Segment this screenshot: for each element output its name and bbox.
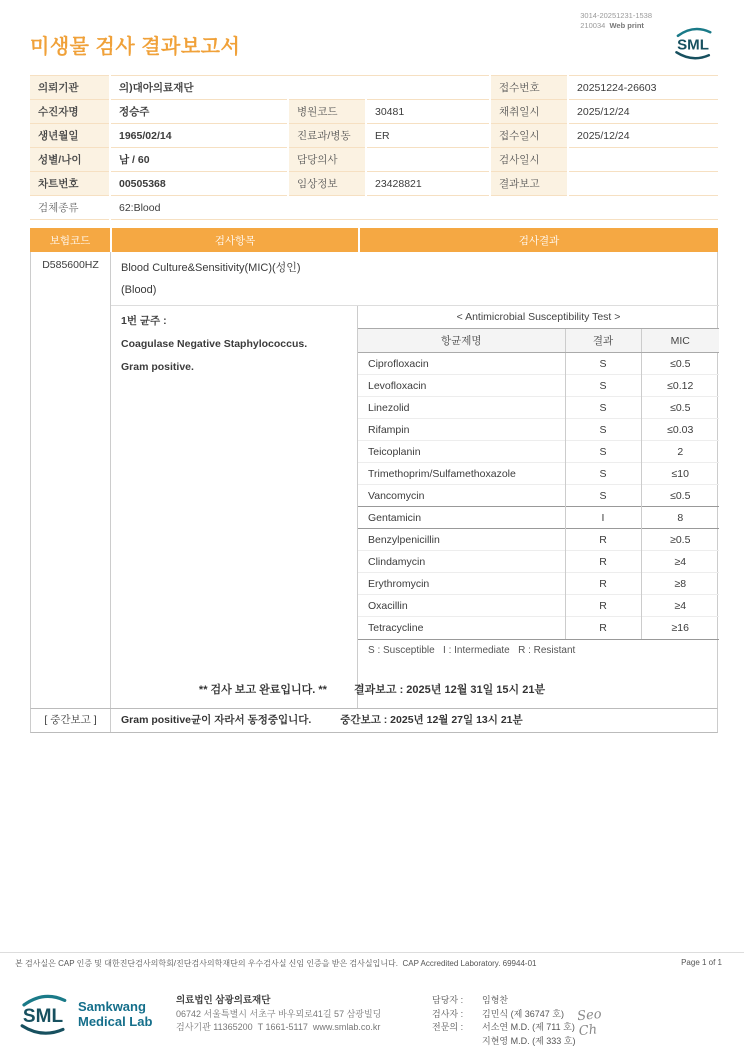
print-code: 3014-20251231-1538 xyxy=(580,11,652,20)
drug-result: R xyxy=(565,617,641,639)
drug-result: S xyxy=(565,397,641,419)
value-doctor xyxy=(366,148,490,172)
result-split xyxy=(111,306,719,708)
result-table xyxy=(30,228,718,733)
drug-result: R xyxy=(565,529,641,551)
ast-row xyxy=(358,617,719,639)
strain-label: 1번 균주 : xyxy=(121,315,167,327)
drug-mic: ≤0.03 xyxy=(641,419,719,441)
drug-name: Trimethoprim/Sulfamethoxazole xyxy=(358,463,565,485)
ast-col-mic: MIC xyxy=(641,329,719,353)
value-result-report xyxy=(568,172,718,196)
value-requesting-org: 의)대아의료재단 xyxy=(110,76,490,100)
ast-header-row xyxy=(358,329,719,353)
ast-row xyxy=(358,573,719,595)
specimen-line: (Blood) xyxy=(121,284,157,296)
staff-name: 지현영 M.D. (제 333 호) xyxy=(482,1035,576,1046)
ast-legend: S : Susceptible I : Intermediate R : Resistant xyxy=(358,639,719,661)
ast-row xyxy=(358,353,719,375)
interim-report-row xyxy=(30,708,718,733)
ast-row xyxy=(358,507,719,529)
ast-row xyxy=(358,595,719,617)
table-row xyxy=(30,172,718,196)
drug-mic: ≥8 xyxy=(641,573,719,595)
staff-row xyxy=(432,1035,575,1049)
print-meta xyxy=(580,21,652,31)
label-hospital-code: 병원코드 xyxy=(288,100,366,124)
drug-name: Erythromycin xyxy=(358,573,565,595)
drug-name: Clindamycin xyxy=(358,551,565,573)
value-chart-no: 00505368 xyxy=(110,172,288,196)
interim-report-label: [ 중간보고 ] xyxy=(31,709,111,732)
value-specimen-type: 62:Blood xyxy=(110,196,718,220)
test-name-line: Blood Culture&Sensitivity(MIC)(성인) xyxy=(121,262,301,274)
insurance-code: D585600HZ xyxy=(31,252,111,708)
logo-name-line1: Samkwang xyxy=(78,999,146,1014)
org-address: 06742 서울특별시 서초구 바우뫼로41길 57 삼광빌딩 xyxy=(176,1008,382,1019)
footer-logo-name xyxy=(78,999,152,1029)
table-row xyxy=(30,100,718,124)
drug-result: S xyxy=(565,353,641,375)
doctor-signature xyxy=(576,1007,603,1039)
drug-mic: ≤10 xyxy=(641,463,719,485)
drug-mic: ≥16 xyxy=(641,617,719,639)
print-info xyxy=(580,11,652,30)
organism-name: Coagulase Negative Staphylococcus. xyxy=(121,338,308,350)
drug-result: S xyxy=(565,485,641,507)
drug-name: Linezolid xyxy=(358,397,565,419)
drug-name: Vancomycin xyxy=(358,485,565,507)
drug-name: Tetracycline xyxy=(358,617,565,639)
sml-logo-icon xyxy=(670,26,716,65)
footer-divider xyxy=(0,952,744,953)
col-header-insurance-code: 보험코드 xyxy=(49,234,91,247)
value-clinical-info: 23428821 xyxy=(366,172,490,196)
drug-mic: ≥4 xyxy=(641,551,719,573)
drug-result: R xyxy=(565,551,641,573)
sml-logo-icon xyxy=(14,992,72,1036)
table-row xyxy=(30,76,718,100)
ast-row xyxy=(358,485,719,507)
interim-report-date: 중간보고 : 2025년 12월 27일 13시 21분 xyxy=(340,714,523,726)
drug-name: Levofloxacin xyxy=(358,375,565,397)
staff-role xyxy=(432,1035,474,1049)
ast-row xyxy=(358,397,719,419)
drug-name: Benzylpenicillin xyxy=(358,529,565,551)
print-type: Web print xyxy=(609,20,644,30)
drug-result: R xyxy=(565,573,641,595)
staff-row xyxy=(432,1008,575,1022)
logo-name-line2: Medical Lab xyxy=(78,1014,153,1029)
ast-col-drug: 항균제명 xyxy=(358,329,565,353)
drug-result: R xyxy=(565,595,641,617)
logo-text: SML xyxy=(677,36,709,54)
accreditation-disclaimer: 본 검사실은 CAP 인증 및 대한진단검사의학회/진단검사의학재단의 우수검사실 신임 인증을 받은 검사실입니다. CAP Accredited Laboratory. 69944-01 xyxy=(15,959,537,968)
result-table-body xyxy=(30,252,718,708)
label-clinical-info: 임상정보 xyxy=(288,172,366,196)
table-row xyxy=(30,196,718,220)
value-hospital-code: 30481 xyxy=(366,100,490,124)
drug-name: Oxacillin xyxy=(358,595,565,617)
drug-result: S xyxy=(565,441,641,463)
ast-row xyxy=(358,441,719,463)
completion-text: ** 검사 보고 완료입니다. ** xyxy=(198,684,327,696)
staff-name: 임형찬 xyxy=(482,995,509,1005)
staff-role: 전문의 : xyxy=(432,1022,464,1032)
staff-role: 검사자 : xyxy=(432,1008,464,1019)
table-row xyxy=(30,124,718,148)
final-report-date: 결과보고 : 2025년 12월 31일 15시 21분 xyxy=(354,684,546,696)
value-sex-age: 남 / 60 xyxy=(110,148,288,172)
label-doctor: 담당의사 xyxy=(288,148,366,172)
drug-mic: ≤0.5 xyxy=(641,485,719,507)
label-requesting-org: 의뢰기관 xyxy=(30,76,110,100)
staff-name: 김민식 (제 36747 호) xyxy=(482,1008,564,1019)
signature-seo: Seo xyxy=(576,1006,603,1025)
col-header-test-item: 검사항목 xyxy=(110,228,358,252)
drug-mic: 8 xyxy=(641,507,719,529)
drug-name: Gentamicin xyxy=(358,507,565,529)
drug-name: Teicoplanin xyxy=(358,441,565,463)
value-receipt-no: 20251224-26603 xyxy=(568,76,718,100)
staff-row xyxy=(432,994,575,1008)
ast-table xyxy=(358,328,719,639)
result-content xyxy=(111,252,719,708)
print-number: 210034 xyxy=(580,20,606,30)
value-test-date xyxy=(568,148,718,172)
result-table-header xyxy=(30,228,718,252)
drug-name: Rifampin xyxy=(358,419,565,441)
label-test-date: 검사일시 xyxy=(490,148,568,172)
label-birth-date: 생년월일 xyxy=(30,124,110,148)
patient-info-table xyxy=(30,75,718,220)
organism-info xyxy=(111,306,358,708)
footer-org-info xyxy=(176,994,381,1035)
ast-title: < Antimicrobial Susceptibility Test > xyxy=(456,311,621,323)
value-department: ER xyxy=(366,124,490,148)
table-row xyxy=(30,148,718,172)
signature-ch: Ch xyxy=(578,1022,598,1040)
org-name: 의료법인 삼광의료재단 xyxy=(176,995,271,1006)
completion-line xyxy=(0,681,744,697)
ast-row xyxy=(358,419,719,441)
label-specimen-type: 검체종류 xyxy=(30,196,110,220)
value-birth-date: 1965/02/14 xyxy=(110,124,288,148)
label-receipt-date: 접수일시 xyxy=(490,124,568,148)
ast-row xyxy=(358,529,719,551)
ast-row xyxy=(358,551,719,573)
col-header-test-result: 검사결과 xyxy=(358,228,718,252)
interim-report-body xyxy=(111,709,719,732)
drug-result: S xyxy=(565,375,641,397)
drug-mic: ≤0.5 xyxy=(641,397,719,419)
footer-logo xyxy=(14,992,152,1036)
drug-mic: ≤0.12 xyxy=(641,375,719,397)
label-patient-name: 수진자명 xyxy=(30,100,110,124)
test-name xyxy=(111,252,719,306)
staff-role: 담당자 : xyxy=(432,995,464,1005)
label-sex-age: 성별/나이 xyxy=(30,148,110,172)
footer-staff-info xyxy=(432,994,575,1048)
staff-name: 서소연 M.D. (제 711 호) xyxy=(482,1022,575,1032)
ast-col-result: 결과 xyxy=(565,329,641,353)
staff-row xyxy=(432,1021,575,1035)
drug-mic: ≥4 xyxy=(641,595,719,617)
gram-stain: Gram positive. xyxy=(121,361,194,373)
value-patient-name: 정승주 xyxy=(110,100,288,124)
page-title: 미생물 검사 결과보고서 xyxy=(30,36,241,58)
drug-result: S xyxy=(565,419,641,441)
drug-result: I xyxy=(565,507,641,529)
drug-mic: ≥0.5 xyxy=(641,529,719,551)
value-collect-date: 2025/12/24 xyxy=(568,100,718,124)
label-chart-no: 차트번호 xyxy=(30,172,110,196)
label-department: 진료과/병동 xyxy=(288,124,366,148)
page-number: Page 1 of 1 xyxy=(681,958,722,967)
drug-name: Ciprofloxacin xyxy=(358,353,565,375)
label-collect-date: 채취일시 xyxy=(490,100,568,124)
label-receipt-no: 접수번호 xyxy=(490,76,568,100)
drug-mic: ≤0.5 xyxy=(641,353,719,375)
value-receipt-date: 2025/12/24 xyxy=(568,124,718,148)
ast-panel xyxy=(358,306,719,708)
ast-row xyxy=(358,375,719,397)
org-contact: 검사기관 11365200 T 1661-5117 www.smlab.co.kr xyxy=(176,1022,381,1032)
ast-row xyxy=(358,463,719,485)
drug-mic: 2 xyxy=(641,441,719,463)
logo-text: SML xyxy=(22,1006,64,1028)
drug-result: S xyxy=(565,463,641,485)
interim-report-text: Gram positive균이 자라서 동정중입니다. xyxy=(121,714,312,726)
label-result-report: 결과보고 xyxy=(490,172,568,196)
